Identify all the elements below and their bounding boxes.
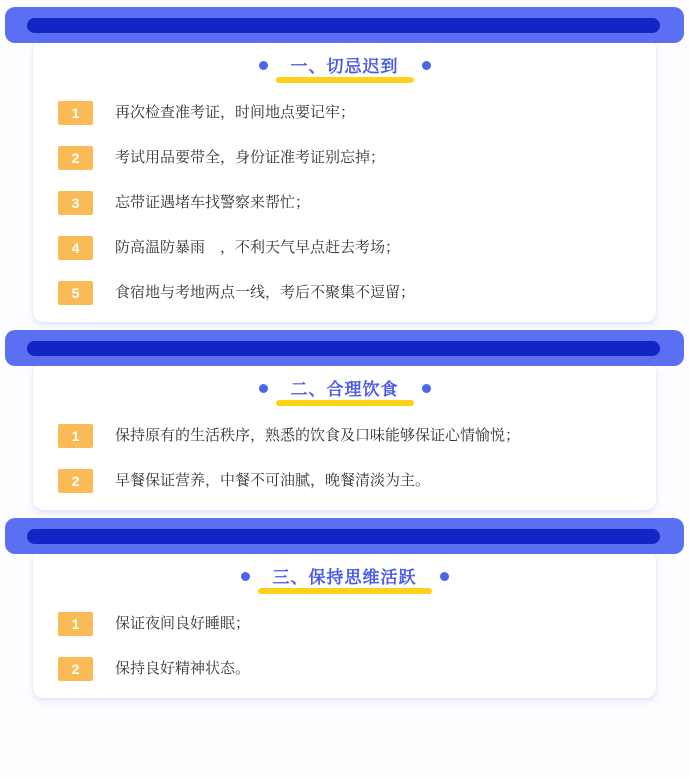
item-number-badge: 3 (58, 191, 93, 215)
section-card (33, 550, 656, 698)
section-banner (5, 7, 684, 43)
item-number-badge: 2 (58, 146, 93, 170)
banner-pill (27, 341, 660, 356)
section-title-wrap (258, 566, 432, 590)
banner-pill (27, 18, 660, 33)
item-number-badge: 5 (58, 281, 93, 305)
title-underline (258, 588, 432, 594)
item-text: 保证夜间良好睡眠； (115, 615, 251, 632)
section-title: 三、保持思维活跃 (272, 568, 417, 587)
tip-list (33, 424, 656, 493)
section-title-wrap (276, 378, 414, 402)
section-banner (5, 518, 684, 554)
tip-list (33, 101, 656, 305)
section-card (33, 362, 656, 510)
title-underline (276, 77, 414, 83)
tip-item (58, 146, 631, 170)
banner-pill (27, 529, 660, 544)
tip-item (58, 236, 631, 260)
title-right-dot-icon (422, 384, 431, 393)
item-number-badge: 1 (58, 101, 93, 125)
item-text: 再次检查准考证，时间地点要记牢； (115, 104, 356, 121)
title-underline (276, 400, 414, 406)
tip-item (58, 281, 631, 305)
exam-tips-page (0, 7, 689, 698)
tip-item (58, 101, 631, 125)
tip-section (0, 330, 689, 510)
item-number-badge: 1 (58, 612, 93, 636)
title-left-dot-icon (259, 384, 268, 393)
tip-list (33, 612, 656, 681)
tip-section (0, 7, 689, 322)
tip-item (58, 657, 631, 681)
section-title-row (33, 53, 656, 81)
tip-item (58, 424, 631, 448)
section-title-row (33, 564, 656, 592)
section-title: 一、切忌迟到 (290, 57, 399, 76)
item-number-badge: 2 (58, 657, 93, 681)
section-title-wrap (276, 55, 414, 79)
section-banner (5, 330, 684, 366)
item-text: 食宿地与考地两点一线，考后不聚集不逗留； (115, 284, 416, 301)
title-right-dot-icon (440, 572, 449, 581)
title-right-dot-icon (422, 61, 431, 70)
title-left-dot-icon (259, 61, 268, 70)
section-title-row (33, 376, 656, 404)
item-text: 早餐保证营养，中餐不可油腻，晚餐清淡为主。 (115, 472, 431, 489)
tip-item (58, 469, 631, 493)
section-title: 二、合理饮食 (290, 380, 399, 399)
tip-section (0, 518, 689, 698)
item-text: 忘带证遇堵车找警察来帮忙； (115, 194, 311, 211)
item-number-badge: 2 (58, 469, 93, 493)
tip-item (58, 612, 631, 636)
item-text: 考试用品要带全，身份证准考证别忘掉； (115, 149, 386, 166)
section-card (33, 39, 656, 322)
item-text: 保持原有的生活秩序，熟悉的饮食及口味能够保证心情愉悦； (115, 427, 521, 444)
title-left-dot-icon (241, 572, 250, 581)
item-number-badge: 4 (58, 236, 93, 260)
item-text: 保持良好精神状态。 (115, 660, 251, 677)
item-text: 防高温防暴雨 ，不利天气早点赶去考场； (115, 239, 401, 256)
tip-item (58, 191, 631, 215)
item-number-badge: 1 (58, 424, 93, 448)
